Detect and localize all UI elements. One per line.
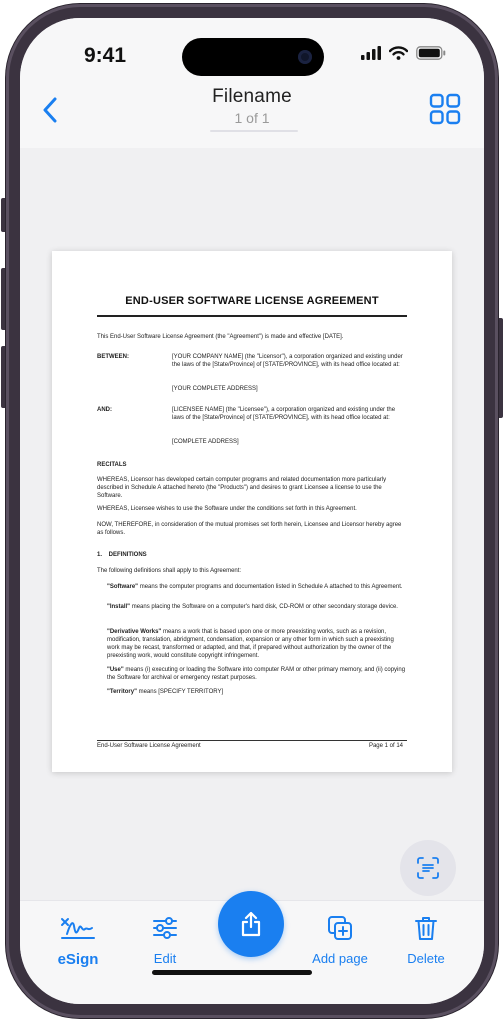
camera-icon bbox=[298, 50, 312, 64]
edit-button[interactable] bbox=[125, 913, 205, 966]
delete-label: Delete bbox=[407, 951, 445, 966]
recital-3: NOW, THEREFORE, in consideration of the mutual promises set forth herein, Licensee and Licensor hereby agree as follows. bbox=[97, 522, 402, 536]
status-icons bbox=[361, 46, 446, 60]
definition-term: "Derivative Works" bbox=[107, 629, 162, 635]
definition-term: "Use" bbox=[107, 667, 124, 673]
text-scan-icon bbox=[416, 856, 440, 880]
definition-text: means a work that is based upon one or more preexisting works, such as a revision, modification, translation, abridgment, condensation, expansion or any other form in which such a preexisting work may be recast, transformed or adapted, and that, if prepared without authorization by the owner of the preexisting work, would constitute copyright infringement. bbox=[107, 629, 394, 659]
definitions-intro: The following definitions shall apply to this Agreement: bbox=[97, 568, 242, 574]
status-bar bbox=[20, 18, 484, 88]
between-address: [YOUR COMPLETE ADDRESS] bbox=[172, 386, 258, 392]
recitals-heading: RECITALS bbox=[97, 462, 127, 468]
between-label: BETWEEN: bbox=[97, 354, 129, 360]
definition-term: "Territory" bbox=[107, 689, 137, 695]
definition-text: means [SPECIFY TERRITORY] bbox=[136, 689, 224, 695]
definition-text: means the computer programs and documentation listed in Schedule A attached to this Agreement. bbox=[138, 584, 403, 590]
definition-use bbox=[107, 666, 407, 682]
add-page-icon bbox=[327, 915, 353, 941]
footer-rule bbox=[97, 740, 407, 741]
definition-territory bbox=[107, 688, 407, 696]
page-footer-title: End-User Software License Agreement bbox=[97, 743, 201, 749]
trash-icon bbox=[414, 915, 438, 941]
status-time: 9:41 bbox=[84, 44, 127, 67]
add-page-button[interactable] bbox=[300, 913, 380, 966]
text-scan-button[interactable] bbox=[400, 840, 456, 896]
document-viewer[interactable] bbox=[20, 148, 484, 900]
definition-install bbox=[107, 603, 407, 611]
recital-1: WHEREAS, Licensor has developed certain computer programs and related documentation more particularly described in Schedule A attached hereto (the "Products") and desires to grant Licensee a license to use the Software. bbox=[97, 477, 387, 499]
definitions-heading: 1. DEFINITIONS bbox=[97, 552, 147, 558]
home-indicator[interactable] bbox=[152, 970, 312, 975]
share-button[interactable] bbox=[218, 891, 284, 957]
page-footer-number: Page 1 of 14 bbox=[368, 743, 403, 749]
grid-view-button[interactable] bbox=[428, 92, 462, 126]
title-rule bbox=[97, 315, 407, 317]
delete-button[interactable] bbox=[386, 913, 466, 966]
esign-button[interactable] bbox=[38, 913, 118, 968]
title-underline bbox=[210, 130, 298, 132]
definition-term: "Software" bbox=[107, 584, 139, 590]
grid-icon bbox=[428, 92, 462, 126]
share-icon bbox=[239, 910, 263, 938]
wifi-icon bbox=[389, 46, 408, 60]
navigation-bar bbox=[20, 88, 484, 148]
definition-text: means placing the Software on a computer's hard disk, CD-ROM or other secondary storage device. bbox=[130, 604, 398, 610]
signal-icon bbox=[361, 46, 381, 60]
edit-label: Edit bbox=[153, 951, 177, 966]
recital-2: WHEREAS, Licensee wishes to use the Software under the conditions set forth in this Agreement. bbox=[97, 506, 357, 512]
definition-term: "Install" bbox=[107, 604, 131, 610]
page-counter: 1 of 1 bbox=[234, 110, 270, 126]
definition-text: means (i) executing or loading the Software into computer RAM or other primary memory, and (ii) copying the Software for archival or emergency restart purposes. bbox=[107, 667, 406, 681]
battery-icon bbox=[416, 46, 446, 60]
esign-label: eSign bbox=[57, 951, 99, 968]
signature-icon bbox=[59, 914, 97, 942]
definition-software bbox=[107, 583, 407, 591]
title-block bbox=[20, 88, 484, 126]
bottom-toolbar bbox=[20, 900, 484, 1004]
dynamic-island bbox=[182, 38, 324, 76]
document-title[interactable]: Filename bbox=[212, 86, 292, 107]
agreement-title: END-USER SOFTWARE LICENSE AGREEMENT bbox=[125, 295, 379, 307]
and-label: AND: bbox=[97, 407, 112, 413]
add-page-label: Add page bbox=[312, 951, 368, 966]
document-page[interactable] bbox=[52, 251, 452, 772]
phone-screen bbox=[20, 18, 484, 1004]
and-party: [LICENSEE NAME] (the "Licensee"), a corporation organized and existing under the laws of the [State/Province] of [STATE/PROVINCE], with its head office located at: bbox=[172, 407, 396, 421]
sliders-icon bbox=[152, 916, 178, 940]
and-address: [COMPLETE ADDRESS] bbox=[172, 439, 239, 445]
intro-paragraph: This End-User Software License Agreement (the "Agreement") is made and effective [DATE]. bbox=[97, 334, 344, 340]
between-party: [YOUR COMPANY NAME] (the "Licensor"), a corporation organized and existing under the laws of the [State/Province] of [STATE/PROVINCE], with its head office located at: bbox=[172, 354, 403, 368]
definition-derivative-works bbox=[107, 628, 407, 660]
